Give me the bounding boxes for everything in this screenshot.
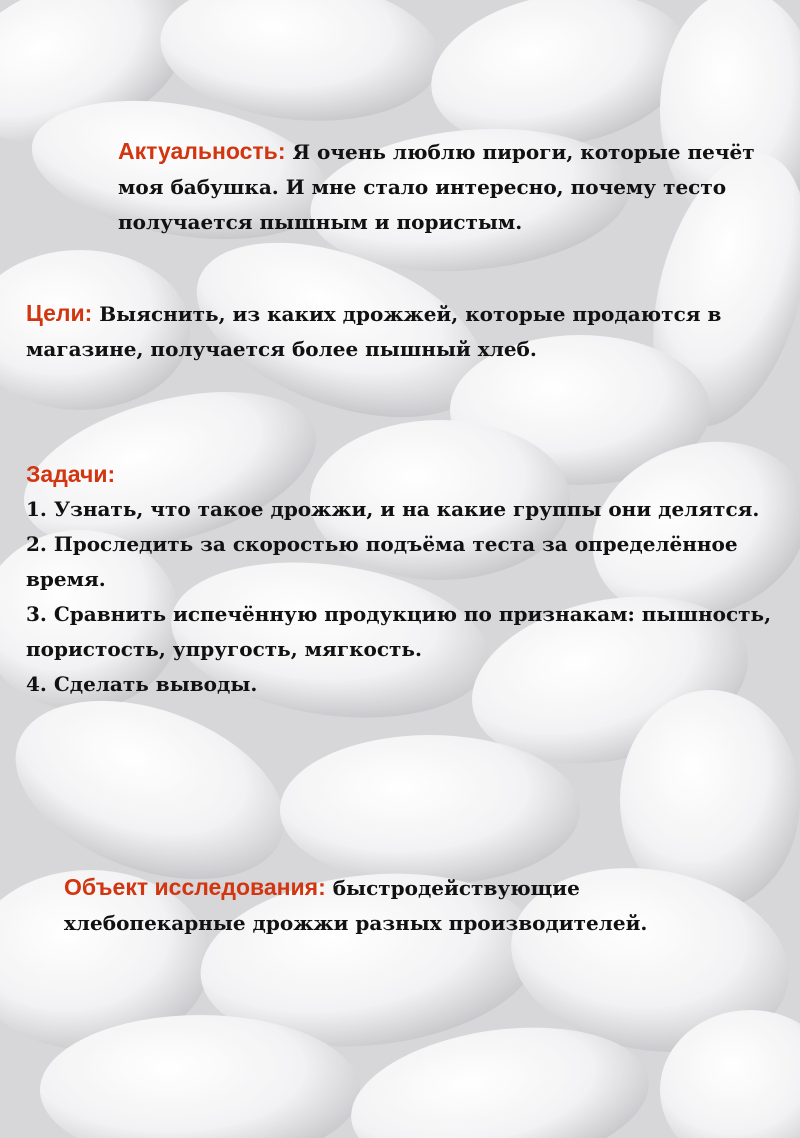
relevance-text: Я очень люблю пироги, которые печёт моя бабушка. И мне стало интересно, почему тесто получается пышным и пористым. xyxy=(118,140,755,234)
relevance-heading: Актуальность: xyxy=(118,138,286,164)
tasks-section xyxy=(26,457,776,702)
task-item-4: 4. Сделать выводы. xyxy=(26,672,258,696)
goals-section xyxy=(26,296,776,367)
goals-text: Выяснить, из каких дрожжей, которые продаются в магазине, получается более пышный хлеб. xyxy=(26,302,722,361)
task-item-3: 3. Сравнить испечённую продукцию по признакам: пышность, пористость, упругость, мягкость. xyxy=(26,602,772,661)
object-section xyxy=(64,870,764,941)
object-heading: Объект исследования: xyxy=(64,874,326,900)
task-item-1: 1. Узнать, что такое дрожжи, и на какие группы они делятся. xyxy=(26,497,760,521)
relevance-section xyxy=(26,134,776,240)
object-text: быстродействующие хлебопекарные дрожжи разных производителей. xyxy=(64,876,648,935)
goals-heading: Цели: xyxy=(26,300,93,326)
tasks-heading: Задачи: xyxy=(26,461,116,487)
task-item-2: 2. Проследить за скоростью подъёма теста за определённое время. xyxy=(26,532,738,591)
